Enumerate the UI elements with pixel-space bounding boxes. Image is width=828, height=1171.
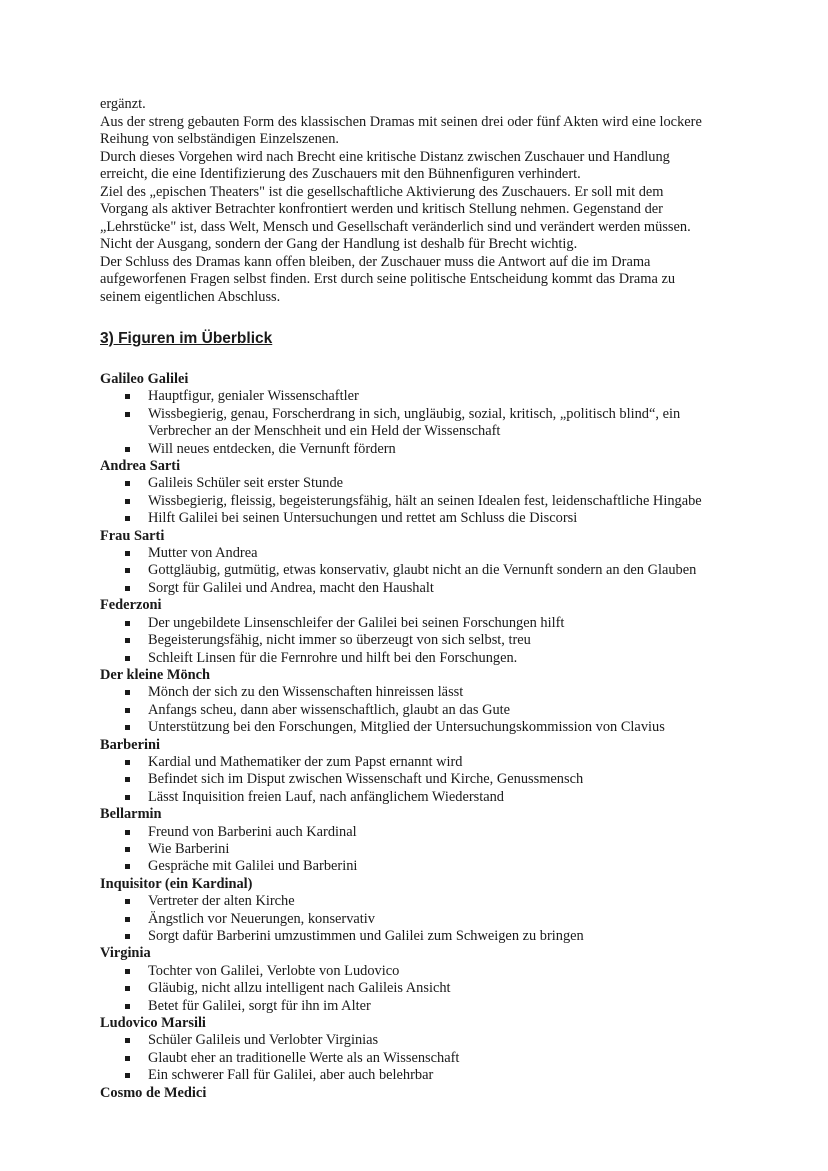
- figure-points: [100, 388, 712, 458]
- figure-name: Barberini: [100, 736, 160, 753]
- figure-point: Wissbegierig, genau, Forscherdrang in sich, ungläubig, sozial, kritisch, „politisch blind“, ein Verbrecher an der Menschheit und ein Held der Wissenschaft: [100, 406, 712, 441]
- figure-points: [100, 684, 712, 736]
- intro-paragraph: Aus der streng gebauten Form des klassischen Dramas mit seinen drei oder fünf Akten wird eine lockere Reihung von selbständigen Einzelszenen.: [100, 113, 702, 147]
- figure-points: [100, 893, 712, 945]
- figure-point: Tochter von Galilei, Verlobte von Ludovico: [100, 963, 712, 980]
- figure-entry: [100, 806, 712, 876]
- figure-point: Wie Barberini: [100, 841, 712, 858]
- figure-entry: [100, 876, 712, 946]
- section-heading: 3) Figuren im Überblick: [100, 330, 273, 347]
- figure-point: Anfangs scheu, dann aber wissenschaftlich, glaubt an das Gute: [100, 702, 712, 719]
- figure-name: Frau Sarti: [100, 527, 165, 544]
- figure-name: Federzoni: [100, 597, 162, 614]
- figure-point: Schüler Galileis und Verlobter Virginias: [100, 1032, 712, 1049]
- figure-point: Gläubig, nicht allzu intelligent nach Galileis Ansicht: [100, 980, 712, 997]
- figure-point: Vertreter der alten Kirche: [100, 893, 712, 910]
- figure-point: Ängstlich vor Neuerungen, konservativ: [100, 911, 712, 928]
- figure-name: Galileo Galilei: [100, 371, 189, 387]
- figure-points: [100, 475, 712, 527]
- figure-points: [100, 615, 712, 667]
- figure-name: Virginia: [100, 945, 151, 962]
- figure-name: Bellarmin: [100, 806, 162, 823]
- figure-entry: [100, 1015, 712, 1085]
- figure-point: Unterstützung bei den Forschungen, Mitglied der Untersuchungskommission von Clavius: [100, 719, 712, 736]
- figure-point: Sorgt für Galilei und Andrea, macht den Haushalt: [100, 580, 712, 597]
- figure-points: [100, 754, 712, 806]
- figure-point: Der ungebildete Linsenschleifer der Galilei bei seinen Forschungen hilft: [100, 615, 712, 632]
- figure-entry: [100, 528, 712, 598]
- figure-point: Mönch der sich zu den Wissenschaften hinreissen lässt: [100, 684, 712, 701]
- figure-point: Will neues entdecken, die Vernunft fördern: [100, 441, 712, 458]
- figure-name: Cosmo de Medici: [100, 1084, 207, 1101]
- intro-paragraph: Durch dieses Vorgehen wird nach Brecht eine kritische Distanz zwischen Zuschauer und Handlung erreicht, die eine Identifizierung des Zuschauers mit den Bühnenfiguren verhindert.: [100, 148, 670, 182]
- figure-entry: [100, 597, 712, 667]
- figure-entry: [100, 737, 712, 807]
- intro-paragraph: ergänzt.: [100, 96, 146, 112]
- figure-point: Hilft Galilei bei seinen Untersuchungen und rettet am Schluss die Discorsi: [100, 510, 712, 527]
- figure-point: Schleift Linsen für die Fernrohre und hilft bei den Forschungen.: [100, 650, 712, 667]
- figure-point: Freund von Barberini auch Kardinal: [100, 824, 712, 841]
- figure-entry: [100, 667, 712, 737]
- figure-point: Kardial und Mathematiker der zum Papst ernannt wird: [100, 754, 712, 771]
- figure-point: Mutter von Andrea: [100, 545, 712, 562]
- figure-points: [100, 1032, 712, 1084]
- figure-entry: [100, 1085, 712, 1102]
- figure-name: Der kleine Mönch: [100, 666, 211, 683]
- figure-entry: [100, 458, 712, 528]
- figure-points: [100, 963, 712, 1015]
- figure-point: Ein schwerer Fall für Galilei, aber auch belehrbar: [100, 1067, 712, 1084]
- figures-list: [100, 371, 712, 1102]
- figure-point: Sorgt dafür Barberini umzustimmen und Galilei zum Schweigen zu bringen: [100, 928, 712, 945]
- figure-point: Begeisterungsfähig, nicht immer so überzeugt von sich selbst, treu: [100, 632, 712, 649]
- figure-point: Betet für Galilei, sorgt für ihn im Alter: [100, 998, 712, 1015]
- figure-point: Gottgläubig, gutmütig, etwas konservativ, glaubt nicht an die Vernunft sondern an den Glauben: [100, 562, 712, 579]
- figure-point: Lässt Inquisition freien Lauf, nach anfänglichem Wiederstand: [100, 789, 712, 806]
- figure-points: [100, 824, 712, 876]
- intro-paragraph: Der Schluss des Dramas kann offen bleiben, der Zuschauer muss die Antwort auf die im Drama aufgeworfenen Fragen selbst finden. Erst durch seine politische Entscheidung kommt das Drama zu seinem eigentlichen Abschluss.: [100, 253, 676, 305]
- figure-name: Inquisitor (ein Kardinal): [100, 875, 253, 892]
- figure-name: Ludovico Marsili: [100, 1015, 206, 1032]
- figure-point: Galileis Schüler seit erster Stunde: [100, 475, 712, 492]
- figure-entry: [100, 945, 712, 1015]
- intro-text: [100, 96, 712, 306]
- figure-points: [100, 545, 712, 597]
- figure-point: Wissbegierig, fleissig, begeisterungsfähig, hält an seinen Idealen fest, leidenschaftliche Hingabe: [100, 493, 712, 510]
- figure-point: Glaubt eher an traditionelle Werte als an Wissenschaft: [100, 1050, 712, 1067]
- figure-name: Andrea Sarti: [100, 458, 181, 475]
- figure-point: Befindet sich im Disput zwischen Wissenschaft und Kirche, Genussmensch: [100, 771, 712, 788]
- page-content: [100, 96, 712, 1102]
- intro-paragraph: Ziel des „epischen Theaters" ist die gesellschaftliche Aktivierung des Zuschauers. Er soll mit dem Vorgang als aktiver Betrachter konfrontiert werden und kritisch Stellung nehmen. Gegenstand der „Lehrstücke" ist, dass Welt, Mensch und Gesellschaft veränderlich sind und verändert werden müssen. Nicht der Ausgang, sondern der Gang der Handlung ist deshalb für Brecht wichtig.: [100, 183, 691, 252]
- figure-entry: [100, 371, 712, 458]
- figure-point: Hauptfigur, genialer Wissenschaftler: [100, 388, 712, 405]
- figure-point: Gespräche mit Galilei und Barberini: [100, 858, 712, 875]
